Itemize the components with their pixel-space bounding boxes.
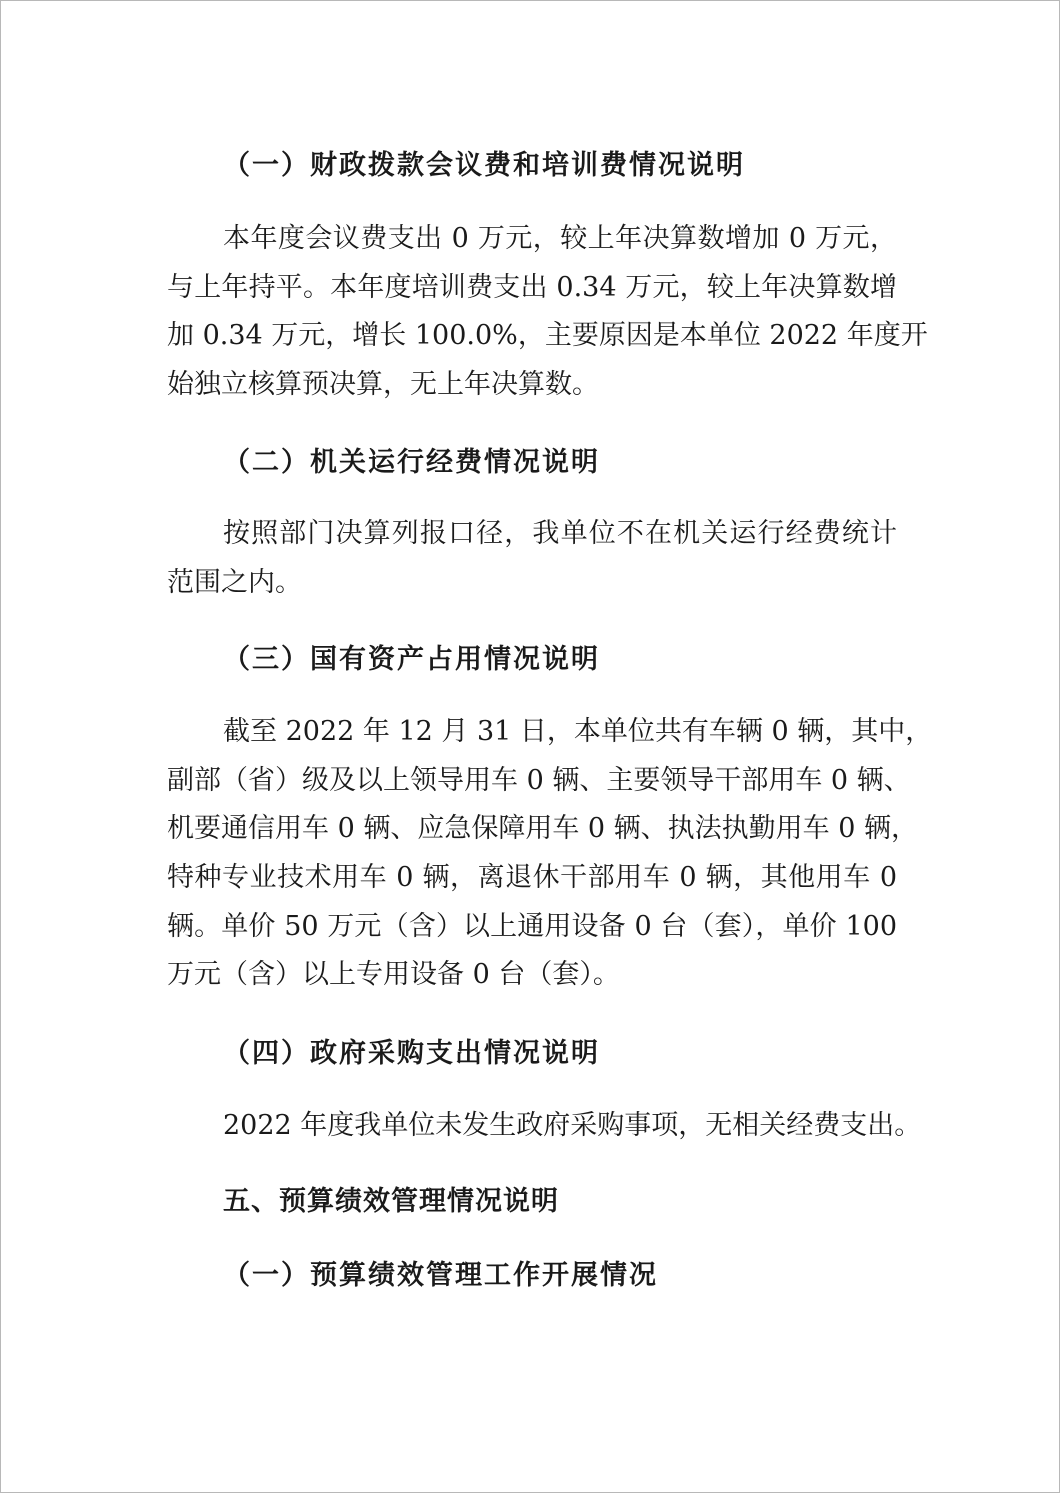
paragraph-state-assets bbox=[167, 708, 933, 1000]
paragraph-line: 始独立核算预决算，无上年决算数。 bbox=[167, 369, 599, 401]
heading-state-assets: （三）国有资产占用情况说明 bbox=[223, 644, 600, 675]
paragraph-line: 2022 年度我单位未发生政府采购事项，无相关经费支出。 bbox=[223, 1110, 922, 1141]
paragraph-line: 截至 2022 年 12 月 31 日，本单位共有车辆 0 辆，其中， bbox=[223, 716, 933, 747]
heading-operating-expenses: （二）机关运行经费情况说明 bbox=[223, 447, 600, 478]
paragraph-government-procurement bbox=[167, 1102, 922, 1151]
paragraph-meeting-training-fees bbox=[167, 215, 928, 410]
paragraph-line: 副部（省）级及以上领导用车 0 辆、主要领导干部用车 0 辆、 bbox=[167, 764, 911, 796]
paragraph-operating-expenses bbox=[167, 510, 897, 607]
paragraph-line: 本年度会议费支出 0 万元，较上年决算数增加 0 万元， bbox=[223, 223, 897, 254]
paragraph-line: 加 0.34 万元，增长 100.0%，主要原因是本单位 2022 年度开 bbox=[167, 320, 928, 352]
paragraph-line: 按照部门决算列报口径，我单位不在机关运行经费统计 bbox=[223, 518, 897, 549]
paragraph-line: 范围之内。 bbox=[167, 566, 302, 598]
paragraph-line: 特种专业技术用车 0 辆，离退休干部用车 0 辆，其他用车 0 bbox=[167, 862, 897, 894]
paragraph-line: 万元（含）以上专用设备 0 台（套）。 bbox=[167, 959, 620, 991]
paragraph-line: 与上年持平。本年度培训费支出 0.34 万元，较上年决算数增 bbox=[167, 271, 897, 303]
paragraph-line: 机要通信用车 0 辆、应急保障用车 0 辆、执法执勤用车 0 辆， bbox=[167, 813, 919, 845]
paragraph-line: 辆。单价 50 万元（含）以上通用设备 0 台（套），单价 100 bbox=[167, 910, 897, 942]
section-title-performance-management: 五、预算绩效管理情况说明 bbox=[223, 1186, 559, 1217]
heading-government-procurement: （四）政府采购支出情况说明 bbox=[223, 1038, 600, 1069]
heading-performance-work: （一）预算绩效管理工作开展情况 bbox=[223, 1260, 658, 1291]
heading-meeting-training-fees: （一）财政拨款会议费和培训费情况说明 bbox=[223, 150, 745, 181]
